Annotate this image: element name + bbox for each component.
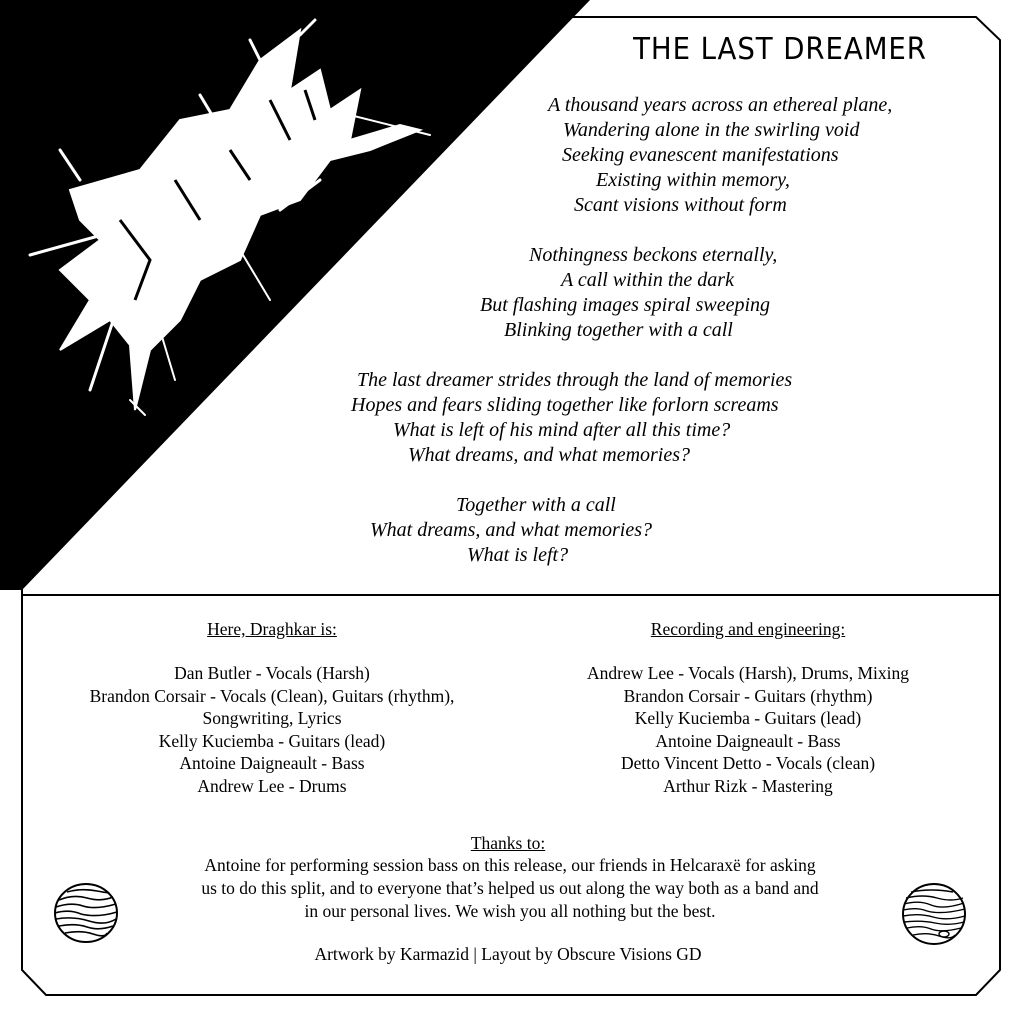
lyric-line: What is left of his mind after all this time? — [393, 419, 731, 441]
thanks-text — [130, 854, 890, 923]
lyric-line: A call within the dark — [561, 269, 734, 291]
recording-credit: Arthur Rizk - Mastering — [663, 775, 833, 796]
planet-right-icon — [901, 882, 967, 946]
lineup-member: Songwriting, Lyrics — [202, 708, 342, 728]
lyric-line: Wandering alone in the swirling void — [563, 119, 860, 141]
lineup-list — [32, 662, 512, 797]
lineup-heading: Here, Draghkar is: — [207, 619, 337, 639]
lyric-line: Together with a call — [456, 494, 616, 516]
lineup-member: Kelly Kuciemba - Guitars (lead) — [158, 730, 386, 751]
thanks-line: in our personal lives. We wish you all nothing but the best. — [304, 901, 716, 921]
lineup-member: Brandon Corsair - Vocals (Clean), Guitars (rhythm), — [89, 685, 455, 706]
lyric-line: Blinking together with a call — [504, 319, 733, 341]
thanks-line: us to do this split, and to everyone that’s helped us out along the way both as a band and — [201, 878, 819, 898]
artwork-layout-credit: Artwork by Karmazid | Layout by Obscure Visions GD — [314, 944, 702, 964]
lineup-member: Andrew Lee - Drums — [197, 775, 347, 796]
lyric-line: Existing within memory, — [596, 169, 790, 191]
recording-credit: Brandon Corsair - Guitars (rhythm) — [623, 685, 873, 706]
lyric-line: What dreams, and what memories? — [408, 444, 691, 466]
planet-left-icon — [53, 882, 119, 944]
lyric-line: Scant visions without form — [574, 194, 787, 216]
recording-credit: Kelly Kuciemba - Guitars (lead) — [634, 708, 862, 728]
recording-credit: Antoine Daigneault - Bass — [655, 730, 841, 751]
recording-credit: Detto Vincent Detto - Vocals (clean) — [620, 753, 876, 773]
lineup-member: Antoine Daigneault - Bass — [179, 753, 365, 773]
lyric-line: But flashing images spiral sweeping — [480, 294, 770, 316]
recording-heading: Recording and engineering: — [650, 619, 846, 639]
lyric-line: Hopes and fears sliding together like forlorn screams — [351, 394, 779, 416]
recording-list — [508, 662, 988, 797]
lyric-line: What is left? — [467, 544, 569, 566]
lyric-line: What dreams, and what memories? — [370, 519, 653, 541]
recording-credit: Andrew Lee - Vocals (Harsh), Drums, Mixing — [586, 663, 910, 683]
thanks-heading: Thanks to: — [470, 833, 546, 853]
lyric-line: Seeking evanescent manifestations — [562, 144, 839, 166]
lyric-line: The last dreamer strides through the land of memories — [357, 369, 793, 391]
lyric-line: A thousand years across an ethereal plane, — [548, 94, 893, 116]
thanks-line: Antoine for performing session bass on this release, our friends in Helcaraxë for asking — [204, 855, 816, 875]
page-title: THE LAST DREAMER — [633, 32, 927, 67]
lineup-member: Dan Butler - Vocals (Harsh) — [174, 663, 370, 683]
lyric-line: Nothingness beckons eternally, — [529, 244, 778, 266]
